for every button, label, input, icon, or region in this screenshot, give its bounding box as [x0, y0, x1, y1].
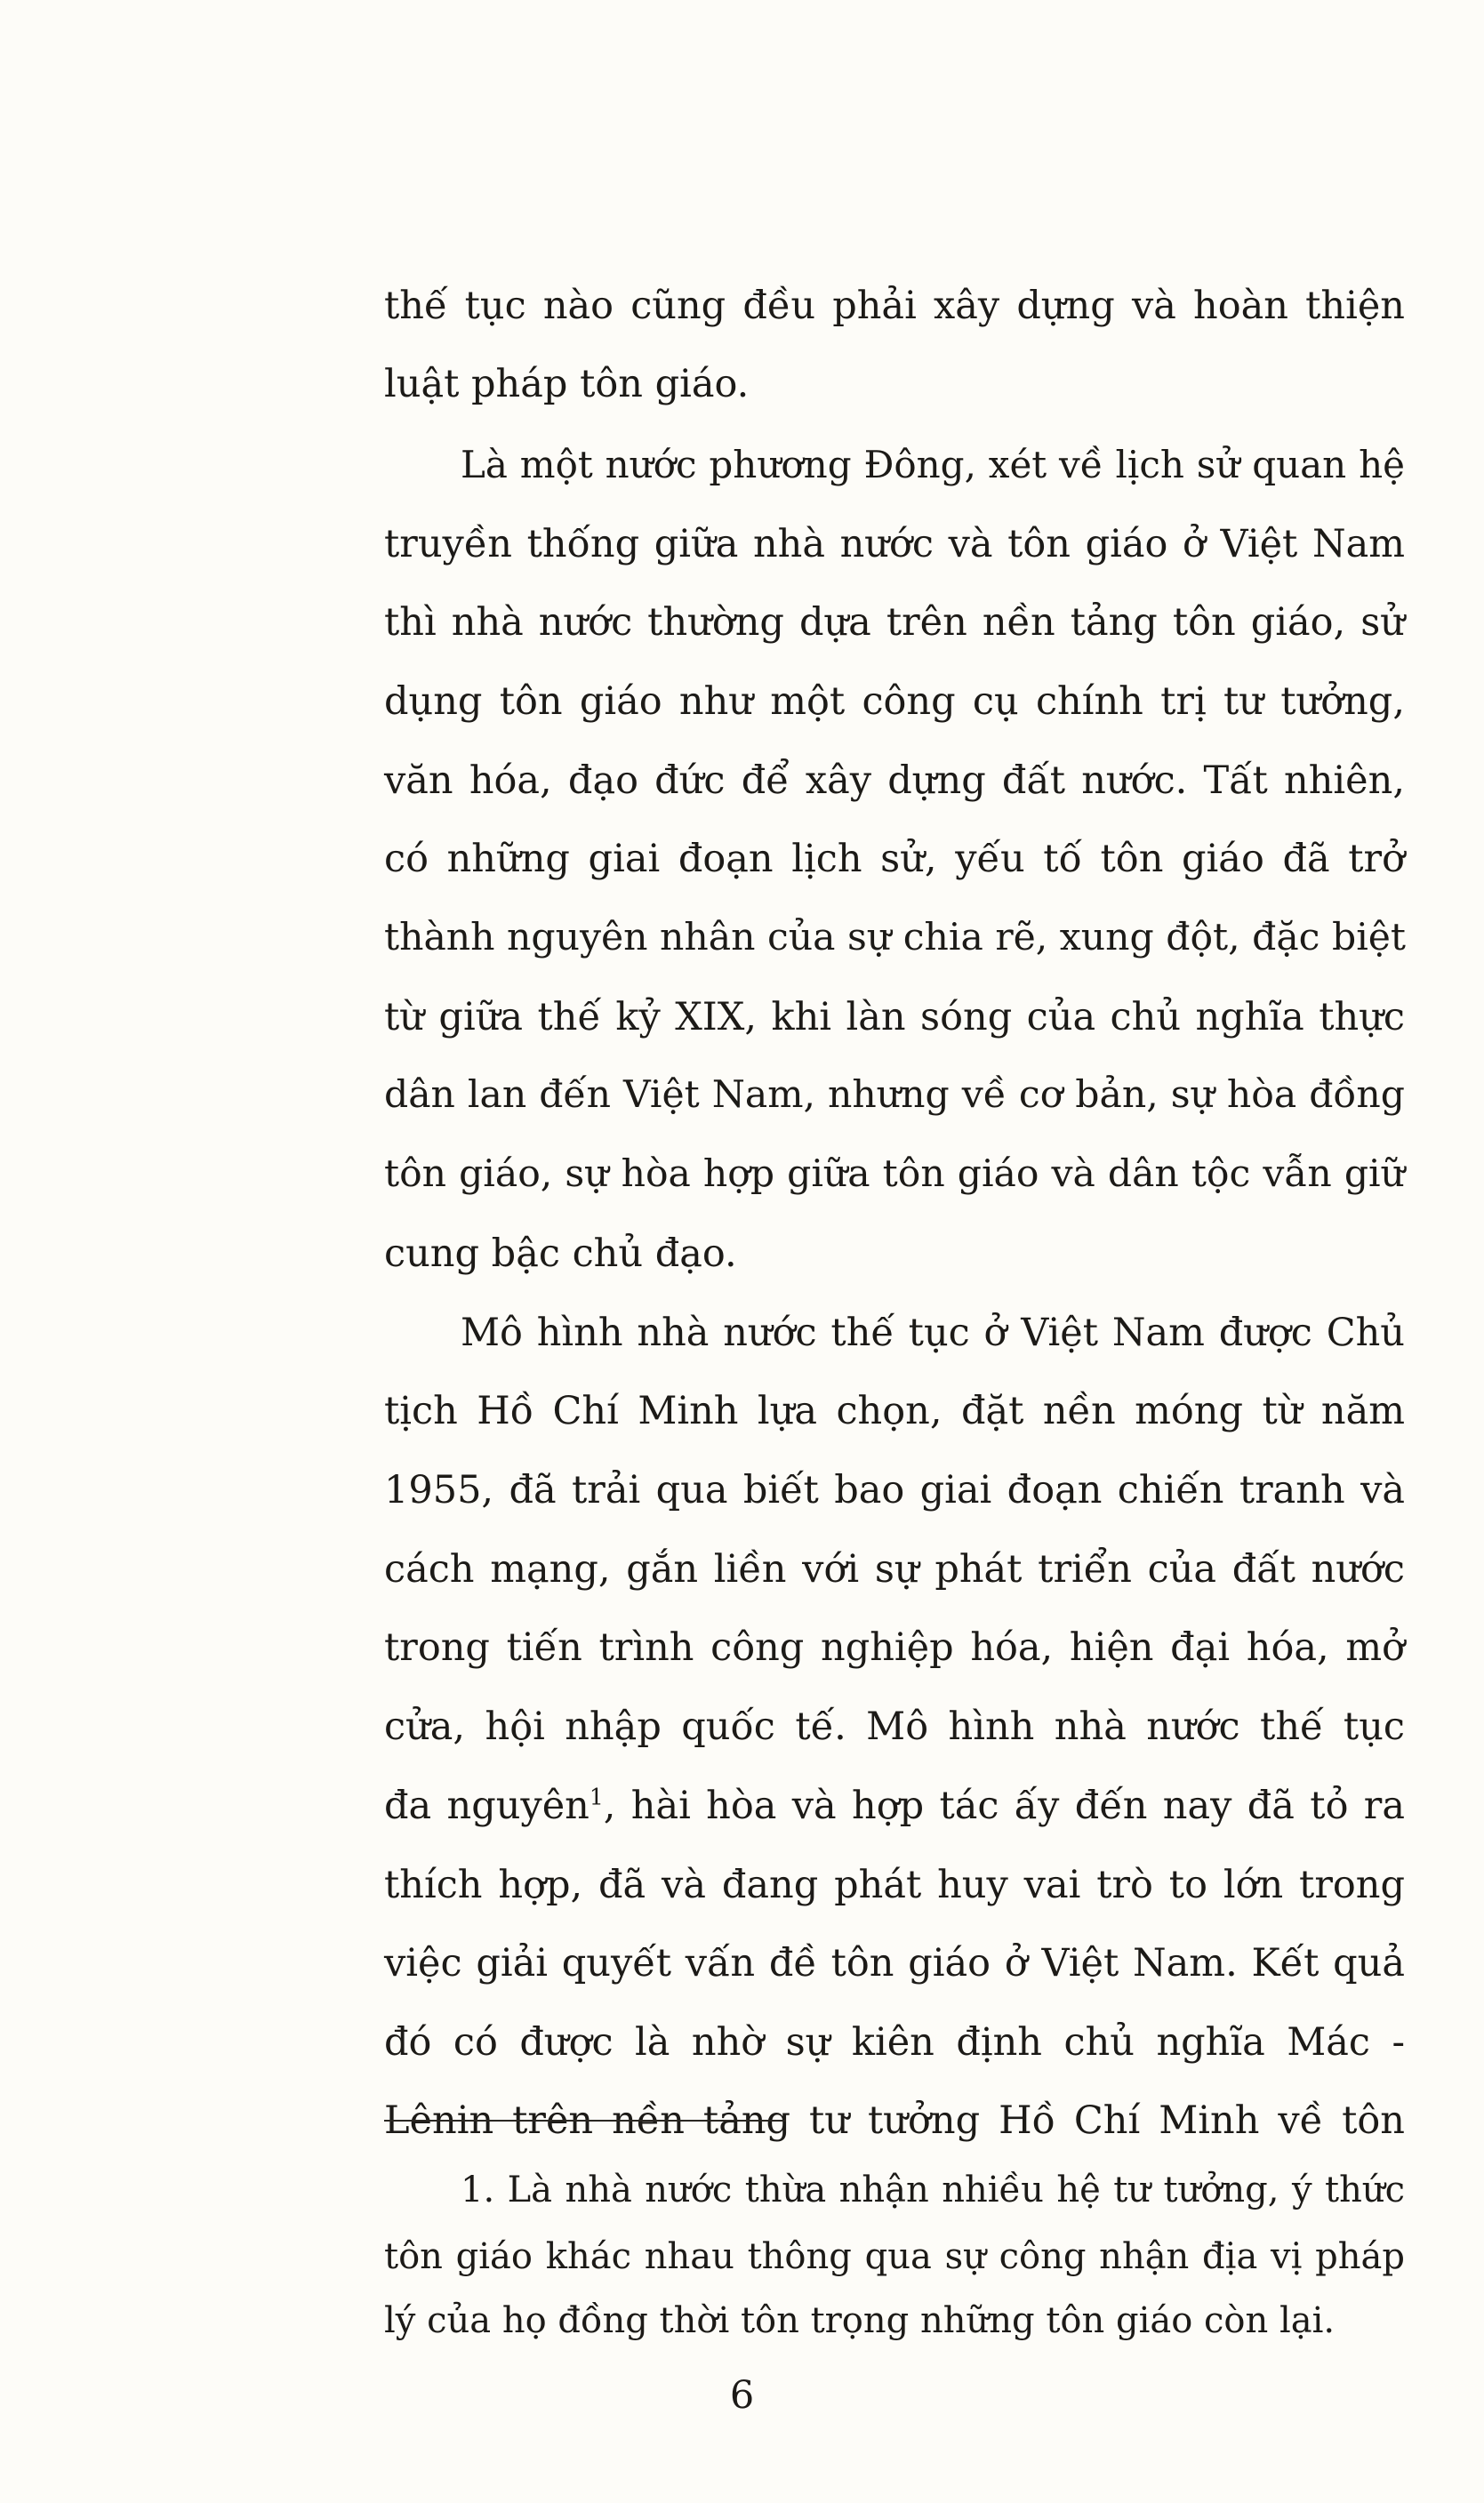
- paragraph-start-line: Mô hình nhà nước thế tục ở Việt Nam được Chủ: [461, 1311, 1405, 1355]
- body-line: thành nguyên nhân của sự chia rẽ, xung đột, đặc biệt: [384, 916, 1407, 959]
- body-line: có những giai đoạn lịch sử, yếu tố tôn giáo đã trở: [384, 837, 1405, 881]
- body-line: tịch Hồ Chí Minh lựa chọn, đặt nền móng từ năm: [384, 1389, 1405, 1433]
- body-line-part: , hài hòa và hợp tác ấy đến nay đã tỏ ra: [603, 1784, 1405, 1828]
- body-line: việc giải quyết vấn đề tôn giáo ở Việt Nam. Kết quả: [384, 1941, 1405, 1986]
- body-line: dân lan đến Việt Nam, nhưng về cơ bản, sự hòa đồng: [384, 1073, 1405, 1117]
- paragraph-start-line: Là một nước phương Đông, xét về lịch sử quan hệ: [461, 443, 1405, 486]
- body-line: cung bậc chủ đạo.: [384, 1231, 737, 1276]
- body-line: luật pháp tôn giáo.: [384, 362, 750, 406]
- footnote-reference: 1: [589, 1784, 604, 1810]
- body-line: cửa, hội nhập quốc tế. Mô hình nhà nước thế tục: [384, 1705, 1405, 1749]
- body-line-part: đa nguyên: [384, 1784, 590, 1828]
- footnote-divider: [384, 2120, 786, 2122]
- body-line: trong tiến trình công nghiệp hóa, hiện đại hóa, mở: [384, 1625, 1405, 1670]
- body-line: văn hóa, đạo đức để xây dựng đất nước. Tất nhiên,: [384, 758, 1405, 803]
- body-line: đó có được là nhờ sự kiên định chủ nghĩa Mác -: [384, 2020, 1405, 2065]
- body-line: Lênin trên nền tảng tư tưởng Hồ Chí Minh về tôn: [384, 2098, 1405, 2143]
- page-number: 6: [729, 2373, 755, 2418]
- body-line: 1955, đã trải qua biết bao giai đoạn chiến tranh và: [384, 1468, 1405, 1512]
- body-line: dụng tôn giáo như một công cụ chính trị tư tưởng,: [384, 679, 1405, 724]
- body-line-with-footnote: [384, 1783, 1405, 1829]
- body-line: thì nhà nước thường dựa trên nền tảng tôn giáo, sử: [384, 600, 1405, 645]
- body-line: từ giữa thế kỷ XIX, khi làn sóng của chủ nghĩa thực: [384, 995, 1405, 1039]
- body-line: thích hợp, đã và đang phát huy vai trò to lớn trong: [384, 1863, 1405, 1907]
- body-line: tôn giáo, sự hòa hợp giữa tôn giáo và dân tộc vẫn giữ: [384, 1152, 1405, 1196]
- body-line: truyền thống giữa nhà nước và tôn giáo ở Việt Nam: [384, 522, 1405, 566]
- footnote-line: 1. Là nhà nước thừa nhận nhiều hệ tư tưởng, ý thức: [461, 2170, 1405, 2210]
- footnote-line: tôn giáo khác nhau thông qua sự công nhận địa vị pháp: [384, 2236, 1405, 2277]
- body-line: thế tục nào cũng đều phải xây dựng và hoàn thiện: [384, 284, 1405, 328]
- body-line: cách mạng, gắn liền với sự phát triển của đất nước: [384, 1547, 1405, 1592]
- footnote-line: lý của họ đồng thời tôn trọng những tôn giáo còn lại.: [384, 2300, 1336, 2341]
